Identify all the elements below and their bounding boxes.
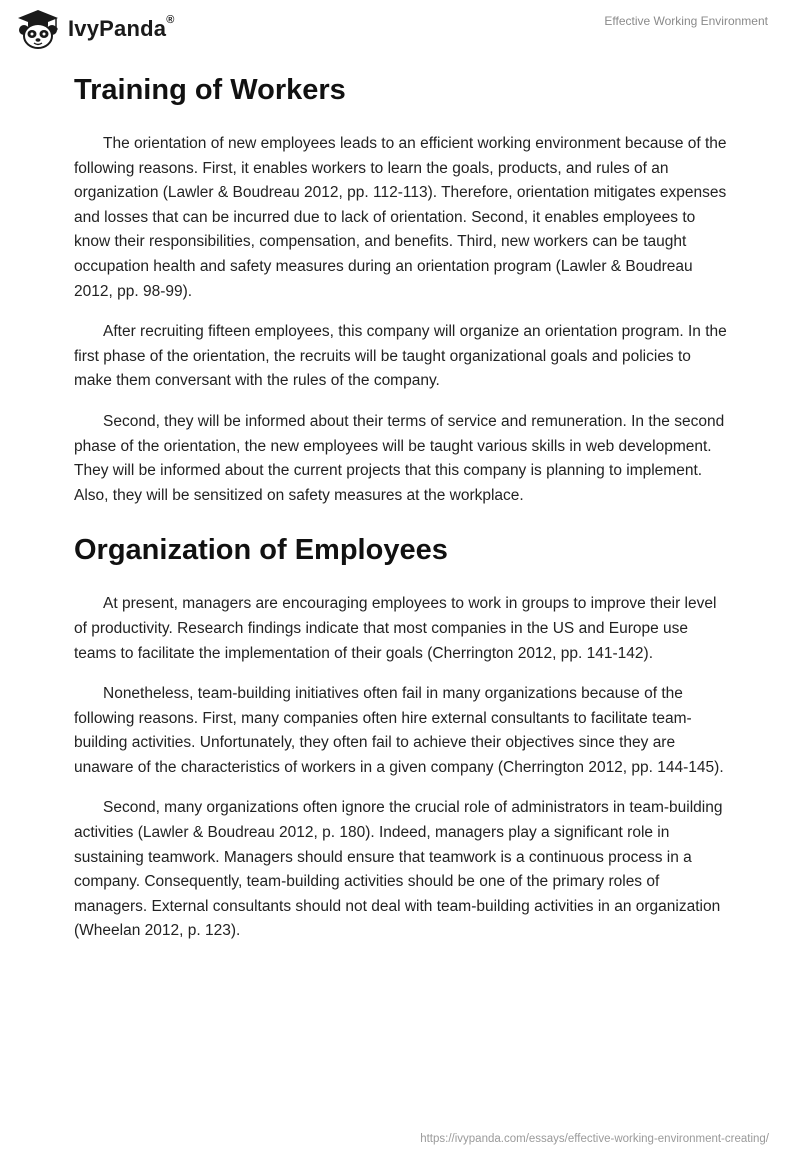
- section-heading-organization: Organization of Employees: [74, 534, 448, 567]
- paragraph: Second, they will be informed about their terms of service and remuneration. In the second phase of the orientation, the new employees will be taught various skills in web development. They will be informed about the current projects that this company is planning to implement. Also, they will be sensitized on safety measures at the workplace.: [74, 412, 725, 504]
- section-heading-training: Training of Workers: [74, 74, 346, 106]
- paragraph: The orientation of new employees leads to an efficient working environment because of the following reasons. First, it enables workers to learn the goals, products, and rules of an organization (Lawler & Boudreau 2012, pp. 112-113). Therefore, orientation mitigates expenses and losses that can be incurred due to lack of orientation. Second, it enables employees to know their responsibilities, compensation, and benefits. Third, new workers can be taught occupation health and safety measures during an orientation program (Lawler & Boudreau 2012, pp. 98-99).: [74, 135, 727, 300]
- source-url[interactable]: https://ivypanda.com/essays/effective-working-environment-creating/: [420, 1133, 769, 1145]
- page-header: [0, 0, 800, 60]
- essay-content: [74, 70, 730, 960]
- registered-mark: ®: [166, 14, 175, 26]
- brand-logo[interactable]: [14, 8, 175, 50]
- paragraph: After recruiting fifteen employees, this company will organize an orientation program. In the first phase of the orientation, the recruits will be taught organizational goals and policies to make them conversant with the rules of the company.: [74, 323, 727, 390]
- paragraph: At present, managers are encouraging employees to work in groups to improve their level of productivity. Research findings indicate that most companies in the US and Europe use teams to facilitate the implementation of their goals (Cherrington 2012, pp. 141-142).: [74, 595, 717, 662]
- paragraph: Second, many organizations often ignore the crucial role of administrators in team-building activities (Lawler & Boudreau 2012, p. 180). Indeed, managers play a significant role in sustaining teamwork. Managers should ensure that teamwork is a continuous process in a company. Consequently, team-building activities should be one of the primary roles of managers. External consultants should not deal with team-building activities in an organization (Wheelan 2012, p. 123).: [74, 799, 723, 940]
- document-title: Effective Working Environment: [604, 14, 768, 28]
- panda-logo-icon: [14, 8, 62, 50]
- brand-name: IvyPanda®: [68, 14, 175, 41]
- paragraph: Nonetheless, team-building initiatives often fail in many organizations because of the following reasons. First, many companies often hire external consultants to facilitate team-building activities. Unfortunately, they often fail to achieve their objectives since they are unaware of the characteristics of workers in a given company (Cherrington 2012, pp. 144-145).: [74, 685, 724, 776]
